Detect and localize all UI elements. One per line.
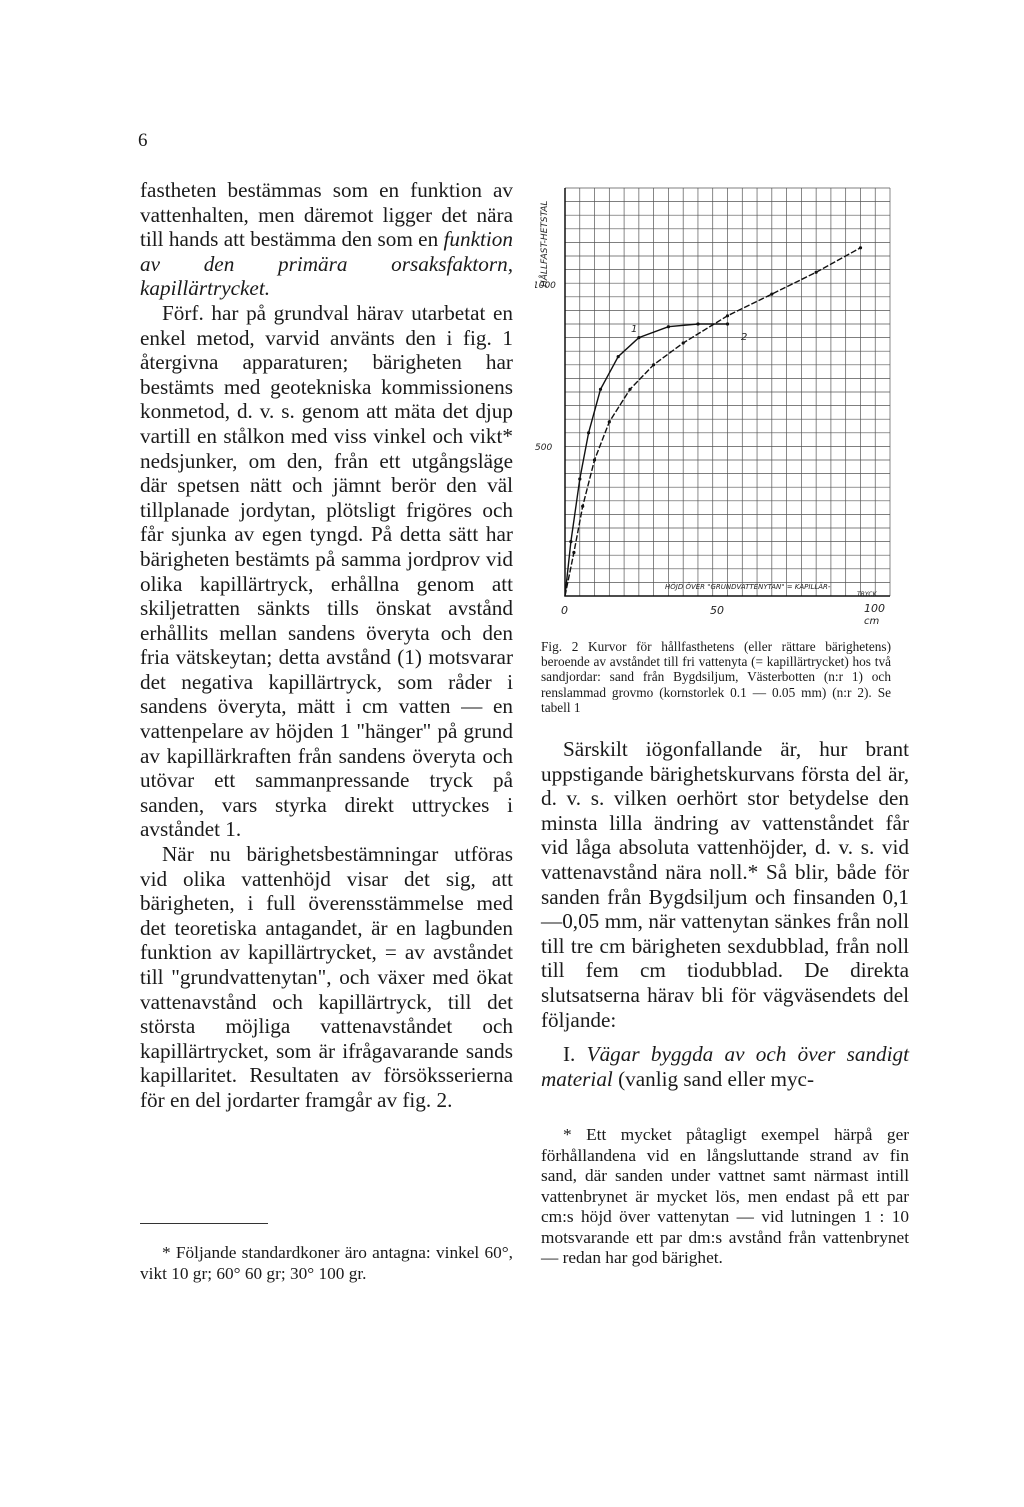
series-1-point [637, 336, 640, 339]
x-tick-100: 100 [864, 602, 885, 615]
x-tick-50: 50 [710, 604, 724, 617]
figure-2 [535, 180, 905, 630]
series-2-point [608, 420, 611, 423]
page-number: 6 [138, 130, 148, 151]
series-1-point [569, 540, 572, 543]
footnote-divider [140, 1223, 268, 1224]
series-2-point [815, 271, 818, 274]
series-1-point [578, 477, 581, 480]
x-axis-note: HÖJD ÖVER "GRUNDVATTENYTAN" = KAPILLÄR- [665, 583, 831, 591]
right-paragraph-1: Särskilt iögonfallande är, hur brant uppstigande bärighetskurvans första del är, d. v. s. vilken oerhört stor betydelse den minsta lilla ändring av vattenståndet får vid låga absoluta vattenhöjder, d. v. s. vid vattenavstånd nära noll.* Så blir, både för sanden från Bygdsiljum och finsanden 0,1—0,05 mm, när vattenytan sänkes från noll till tre cm bärigheten sexdubblad, från noll till fem cm tiodubblad. De direkta slutsatserna härav bli för vägväsendets del följande: [541, 737, 909, 1032]
series-1-point [599, 388, 602, 391]
heading-rest: (vanlig sand eller myc- [612, 1066, 815, 1091]
left-p1-italic: funktion av den primära orsaksfaktorn, kapillärtrycket. [140, 227, 513, 301]
x-tick-0: 0 [561, 604, 568, 617]
heading-italic: Vägar byggda av och över sandigt material [541, 1042, 909, 1091]
left-paragraph-1 [140, 178, 513, 301]
y-tick-1000: 1000 [535, 281, 556, 291]
series-2-point [859, 246, 862, 249]
curve-label-1: 1 [631, 324, 638, 335]
x-axis-note-2: TRYCK [857, 591, 877, 598]
series-1-point [696, 322, 699, 325]
series-2-point [726, 314, 729, 317]
left-column [140, 178, 513, 1113]
y-tick-500: 500 [535, 443, 553, 453]
y-axis-label: HÅLLFAST-HETSTAL [540, 200, 550, 287]
series-2-point [572, 551, 575, 554]
series-1-point [726, 322, 729, 325]
left-p1-text: fastheten bestämmas som en funktion av vattenhalten, men däremot ligger det nära till hands att bestämma den som en [140, 178, 513, 252]
series-2-point [682, 341, 685, 344]
series-2-point [593, 458, 596, 461]
capillary-chart [535, 180, 905, 630]
curve-label-2: 2 [741, 332, 748, 343]
heading-number: I. [563, 1042, 576, 1067]
figure-caption: Fig. 2 Kurvor för hållfasthetens (eller rättare bärighetens) beroende av avståndet till fri vattenyta (= kapillärtrycket) hos två sandjordar: sand från Bygdsiljum, Västerbotten (n:r 1) och renslammad grovmo (kornstorlek 0.1 — 0.05 mm) (n:r 2). Se tabell 1 [541, 639, 891, 715]
series-1-point [587, 431, 590, 434]
left-paragraph-3: När nu bärighetsbestämningar utföras vid olika vattenhöjd visar det sig, att bärigheten, i full överensstämmelse med det teoretiska antagandet, är en lagbunden funktion av kapillärtrycket, = av avståndet till "grundvattenytan", och växer med ökat vattenavstånd och kapillärtryck, till det största möjliga vattenavståndet och kapillärtrycket, som är ifrågavarande sands kapillaritet. Resultaten av försöksserierna för en del jordarter framgår av fig. 2. [140, 842, 513, 1112]
series-1-point [617, 355, 620, 358]
left-paragraph-2: Förf. har på grundval härav utarbetat en enkel metod, varvid använts den i fig. 1 återgivna apparaturen; bärigheten har bestämts med geotekniska kommissionens konmetod, d. v. s. genom att mäta det djup vartill en stålkon med viss vinkel och vikt* nedsjunker, om den, från ett utgångsläge där spetsen nätt och jämnt berör den väl tillplanade jordytan, plötsligt frigöres och får sjunka av egen tyngd. På detta sätt har bärigheten bestämts på samma jordprov vid olika kapillärtryck, erhållna genom att skiljetratten sänkts tills önskat avstånd erhållits mellan sandens överyta och den fria vätskeytan; detta avstånd (1) motsvarar det negativa kapillärtryck, som råder i sandens överyta, mätt i cm vatten — en vattenpelare av höjden 1 "hänger" på grund av kapillärkraften från sandens överyta och utövar ett sammanpressande tryck på sanden, vars styrka direkt uttryckes i avståndet 1. [140, 300, 513, 842]
series-2-point [770, 293, 773, 296]
series-1-point [667, 325, 670, 328]
series-2-point [581, 505, 584, 508]
right-footnote: * Ett mycket påtagligt exempel härpå ger förhållandena vid en långsluttande strand av fin sand, där sanden under vattnet samt närmast intill vattenbrynet är mycket lös, men endast på ett par cm:s höjd över vattenytan — vid lutningen 1 : 10 motsvarande ett par dm:s avstånd från vattenbrynet — redan har god bärighet. [541, 1125, 909, 1267]
chart-grid [565, 188, 890, 596]
series-2-point [628, 388, 631, 391]
section-heading [541, 1042, 909, 1091]
series-2-point [652, 363, 655, 366]
x-unit: cm [864, 616, 880, 627]
right-column [541, 737, 909, 1091]
left-footnote: * Följande standardkoner äro antagna: vinkel 60°, vikt 10 gr; 60° 60 gr; 30° 100 gr. [140, 1243, 513, 1283]
